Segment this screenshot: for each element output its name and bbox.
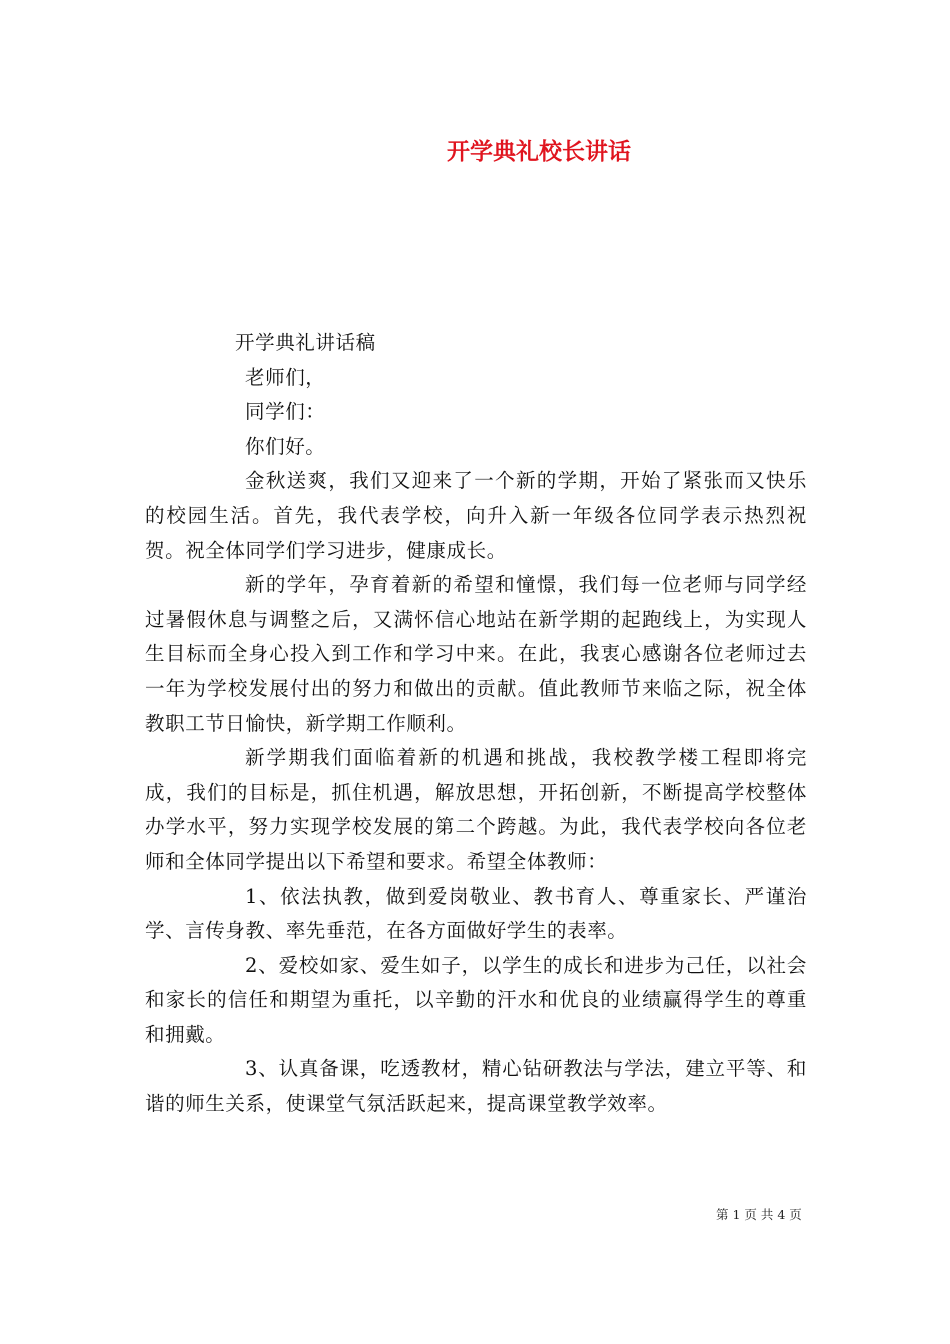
document-body xyxy=(145,326,807,1122)
speech-subtitle: 开学典礼讲话稿 xyxy=(235,331,376,354)
list-item-teacher-requirement: 3、认真备课，吃透教材，精心钻研教法与学法，建立平等、和谐的师生关系，使课堂气氛活跃起来，提高课堂教学效率。 xyxy=(145,1057,807,1116)
paragraph: 新学期我们面临着新的机遇和挑战，我校教学楼工程即将完成，我们的目标是，抓住机遇，解放思想，开拓创新，不断提高学校整体办学水平，努力实现学校发展的第二个跨越。为此，我代表学校向各位老师和全体同学提出以下希望和要求。希望全体教师： xyxy=(145,746,807,873)
paragraph: 金秋送爽，我们又迎来了一个新的学期，开始了紧张而又快乐的校园生活。首先，我代表学校，向升入新一年级各位同学表示热烈祝贺。祝全体同学们学习进步，健康成长。 xyxy=(145,469,807,562)
salutation-students: 同学们： xyxy=(245,400,326,424)
page-number-footer: 第 1 页 共 4 页 xyxy=(716,1207,802,1222)
list-item-teacher-requirement: 2、爱校如家、爱生如子，以学生的成长和进步为己任，以社会和家长的信任和期望为重托，以辛勤的汗水和优良的业绩赢得学生的尊重和拥戴。 xyxy=(145,953,807,1046)
list-item-teacher-requirement: 1、依法执教，做到爱岗敬业、教书育人、尊重家长、严谨治学、言传身教、率先垂范，在各方面做好学生的表率。 xyxy=(145,884,807,943)
paragraph: 新的学年，孕育着新的希望和憧憬，我们每一位老师与同学经过暑假休息与调整之后，又满怀信心地站在新学期的起跑线上，为实现人生目标而全身心投入到工作和学习中来。在此，我衷心感谢各位老师过去一年为学校发展付出的努力和做出的贡献。值此教师节来临之际，祝全体教职工节日愉快，新学期工作顺利。 xyxy=(145,573,807,735)
document-title: 开学典礼校长讲话 xyxy=(447,138,631,165)
salutation-teachers: 老师们， xyxy=(245,365,326,389)
salutation-greeting: 你们好。 xyxy=(245,434,326,458)
